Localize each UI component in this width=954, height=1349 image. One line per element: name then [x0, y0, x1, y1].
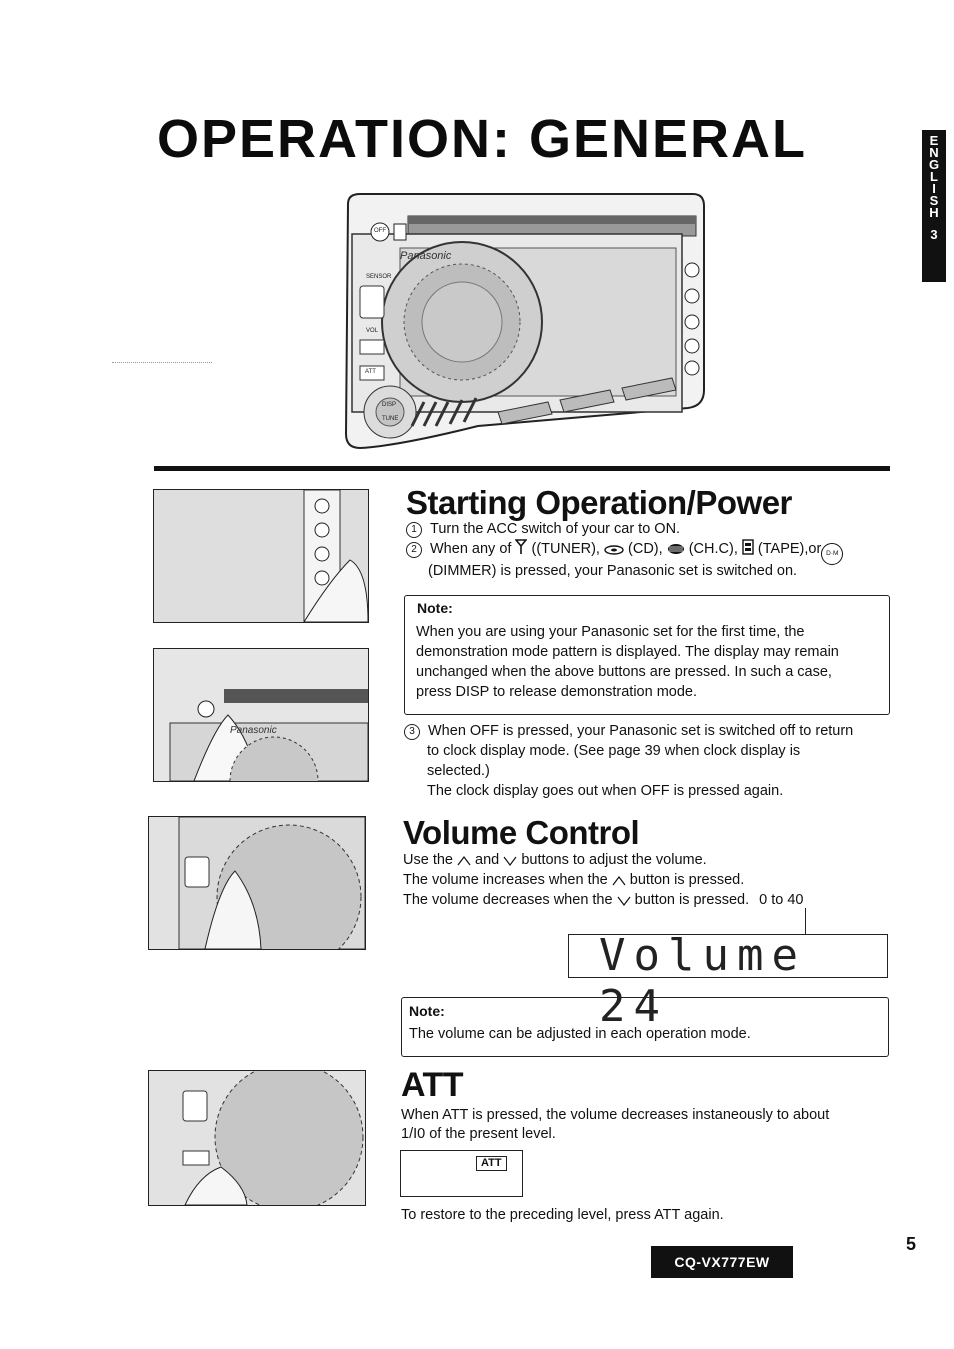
att-display: [400, 1150, 523, 1197]
att-line-2: 1/I0 of the present level.: [401, 1126, 556, 1142]
language-tab-letter: H: [929, 205, 939, 220]
hero-sensor-label: SENSOR: [366, 274, 392, 280]
starting-note-label: Note:: [417, 600, 453, 616]
language-tab-letter: G: [928, 157, 940, 172]
att-heading: ATT: [401, 1066, 464, 1104]
starting-step-3: [404, 721, 853, 741]
step-3-line-1: When OFF is pressed, your Panasonic set is switched off to return: [428, 723, 854, 739]
section-rule: [154, 466, 890, 471]
volume-line-2: [403, 870, 744, 892]
starting-note-box: [404, 595, 890, 715]
volume-line-2-b: button is pressed.: [629, 872, 745, 888]
hero-disp-label: DISP: [382, 402, 397, 408]
step-3-line-3: selected.): [427, 763, 490, 779]
down-chevron-icon: [617, 892, 631, 912]
page-number: 5: [906, 1234, 917, 1254]
cd-changer-icon: [667, 541, 685, 561]
language-tab-letter: S: [929, 193, 939, 208]
step-2-text-d: (CH.C),: [688, 541, 738, 557]
hero-off-label: OFF: [374, 228, 386, 234]
starting-note-line-4: press DISP to release demonstration mode.: [416, 684, 698, 700]
starting-note-line-2: demonstration mode pattern is displayed. The display may remain: [416, 644, 839, 660]
starting-step-2-line-2: (DIMMER) is pressed, your Panasonic set is switched on.: [428, 563, 798, 579]
language-tab-letter: I: [932, 181, 936, 196]
up-chevron-icon: [457, 852, 471, 872]
step-2-text-a: When any of: [430, 541, 512, 557]
att-line-1: When ATT is pressed, the volume decreases instaneously to about: [401, 1107, 830, 1123]
step-3-line-4: The clock display goes out when OFF is pressed again.: [427, 783, 784, 799]
language-tab: [922, 130, 946, 282]
volume-line-1-c: buttons to adjust the volume.: [521, 852, 707, 868]
cd-disc-icon: [604, 541, 624, 561]
volume-line-3: [403, 890, 803, 912]
photo-off-brand-label: Panasonic: [230, 725, 277, 736]
starting-note-line-1: When you are using your Panasonic set for the first time, the: [416, 624, 805, 640]
volume-note-text: The volume can be adjusted in each operation mode.: [409, 1026, 751, 1042]
hero-brand-label: Panasonic: [400, 250, 452, 262]
volume-line-1-a: Use the: [403, 852, 453, 868]
starting-heading: Starting Operation/Power: [406, 484, 792, 521]
language-tab-letter: E: [929, 133, 939, 148]
step-1-text: Turn the ACC switch of your car to ON.: [430, 521, 681, 537]
starting-note-line-3: unchanged when the above buttons are pressed. In such a case,: [416, 664, 832, 680]
volume-display: [568, 930, 888, 1032]
starting-step-1: [406, 519, 680, 539]
volume-range: 0 to 40: [759, 892, 804, 908]
model-badge: CQ-VX777EW: [651, 1246, 793, 1278]
photo-volume-buttons: [148, 816, 366, 950]
dimmer-icon: D·M: [821, 543, 843, 565]
volume-display-text: Volume 24: [599, 930, 806, 1032]
step-2-text-c: (CD),: [628, 541, 663, 557]
car-stereo-front-panel-illustration: [338, 190, 710, 452]
volume-note-label: Note:: [409, 1003, 445, 1019]
hero-vol-label: VOL: [366, 328, 379, 334]
hero-tune-label: TUNE: [382, 416, 399, 422]
step-3-number: 3: [404, 724, 420, 740]
photo-off-button: [153, 648, 369, 782]
language-tab-letter: L: [930, 169, 938, 184]
photo-att-button: [148, 1070, 366, 1206]
volume-note-box: [401, 997, 889, 1057]
photo-power-buttons: [153, 489, 369, 623]
step-2-text-e: (TAPE),or: [757, 541, 822, 557]
language-tab-letters: [922, 135, 946, 219]
tape-icon: [742, 539, 754, 561]
dotted-leader: [112, 362, 212, 363]
volume-heading: Volume Control: [403, 814, 640, 851]
step-1-number: 1: [406, 522, 422, 538]
tuner-antenna-icon: [515, 539, 527, 561]
volume-line-1: [403, 850, 707, 872]
step-2-text-b: ((TUNER),: [531, 541, 600, 557]
step-2-number: 2: [406, 542, 422, 558]
step-3-line-2: to clock display mode. (See page 39 when clock display is: [427, 743, 801, 759]
att-indicator: ATT: [476, 1156, 507, 1171]
page-title: OPERATION: GENERAL: [157, 109, 808, 169]
down-chevron-icon: [503, 852, 517, 872]
device-illustration: [338, 190, 710, 452]
volume-line-1-b: and: [475, 852, 500, 868]
language-tab-letter: N: [929, 145, 939, 160]
att-restore-text: To restore to the preceding level, press ATT again.: [401, 1207, 724, 1223]
volume-line-2-a: The volume increases when the: [403, 872, 608, 888]
up-chevron-icon: [612, 872, 626, 892]
section-number: 3: [930, 227, 938, 242]
volume-line-3-a: The volume decreases when the: [403, 892, 613, 908]
hero-att-label: ATT: [365, 369, 376, 375]
volume-line-3-b: button is pressed.: [634, 892, 750, 908]
